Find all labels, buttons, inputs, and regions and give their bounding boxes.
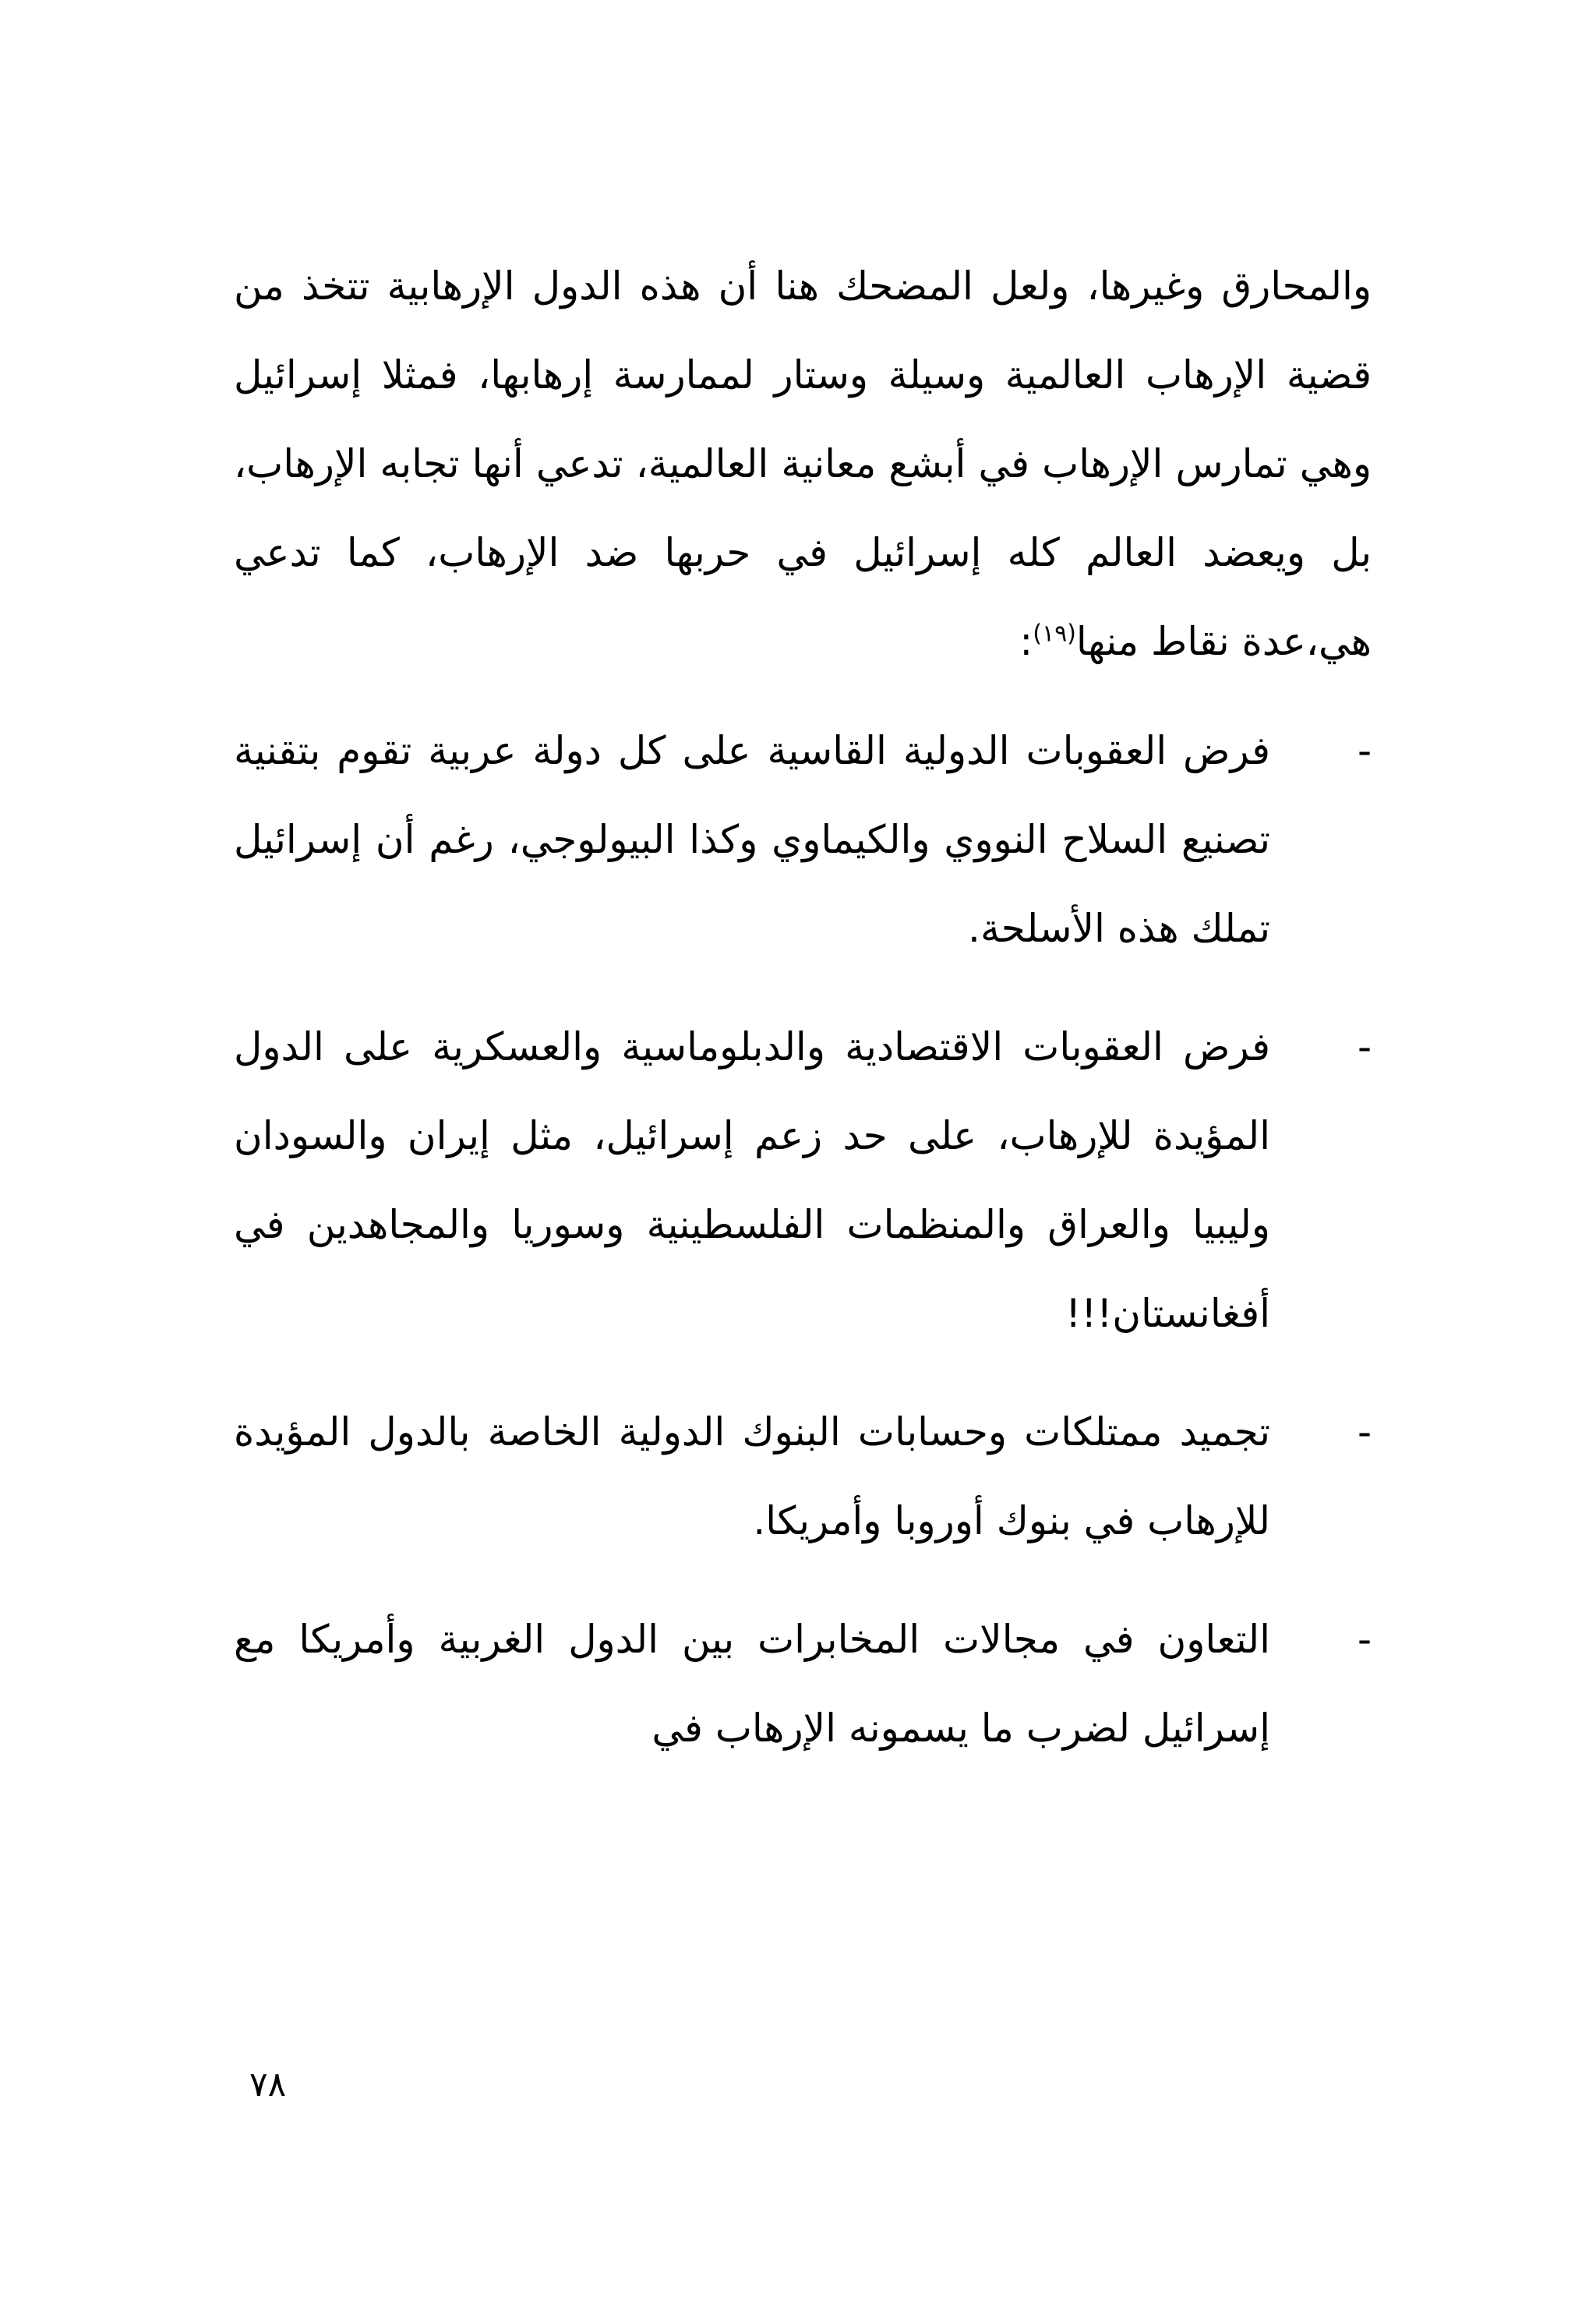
bullet-dash: - (1357, 1024, 1372, 1069)
page-number: ٧٨ (249, 2065, 287, 2105)
intro-paragraph-colon: : (1019, 619, 1033, 664)
page-body (234, 242, 1372, 1802)
list-item-text: التعاون في مجالات المخابرات بين الدول الغربية وأمريكا مع إسرائيل لضرب ما يسمونه الإرهاب في (234, 1617, 1270, 1751)
bullet-dash: - (1357, 1409, 1372, 1455)
points-list (234, 706, 1372, 1773)
list-item-text: فرض العقوبات الدولية القاسية على كل دولة عربية تقوم بتقنية تصنيع السلاح النووي والكيماوي وكذا البيولوجي، رغم أن إسرائيل تملك هذه الأسلحة. (234, 728, 1270, 951)
list-item-text: تجميد ممتلكات وحسابات البنوك الدولية الخاصة بالدول المؤيدة للإرهاب في بنوك أوروبا وأمريكا. (234, 1409, 1270, 1543)
list-item (234, 1595, 1372, 1773)
bullet-dash: - (1357, 1617, 1372, 1662)
list-item-text: فرض العقوبات الاقتصادية والدبلوماسية والعسكرية على الدول المؤيدة للإرهاب، على حد زعم إسرائيل، مثل إيران والسودان وليبيا والعراق والمنظمات الفلسطينية وسوريا والمجاهدين في أفغانستان!!! (234, 1024, 1270, 1336)
list-item (234, 1002, 1372, 1358)
intro-paragraph (234, 242, 1372, 686)
footnote-reference: (١٩) (1033, 620, 1076, 648)
list-item (234, 706, 1372, 973)
intro-paragraph-text: والمحارق وغيرها، ولعل المضحك هنا أن هذه الدول الإرهابية تتخذ من قضية الإرهاب العالمية وسيلة وستار لممارسة إرهابها، فمثلا إسرائيل وهي تمارس الإرهاب في أبشع معانية العالمية، تدعي أنها تجابه الإرهاب، بل ويعضد العالم كله إسرائيل في حربها ضد الإرهاب، كما تدعي هي،عدة نقاط منها (234, 263, 1372, 664)
bullet-dash: - (1357, 728, 1372, 773)
list-item (234, 1388, 1372, 1565)
